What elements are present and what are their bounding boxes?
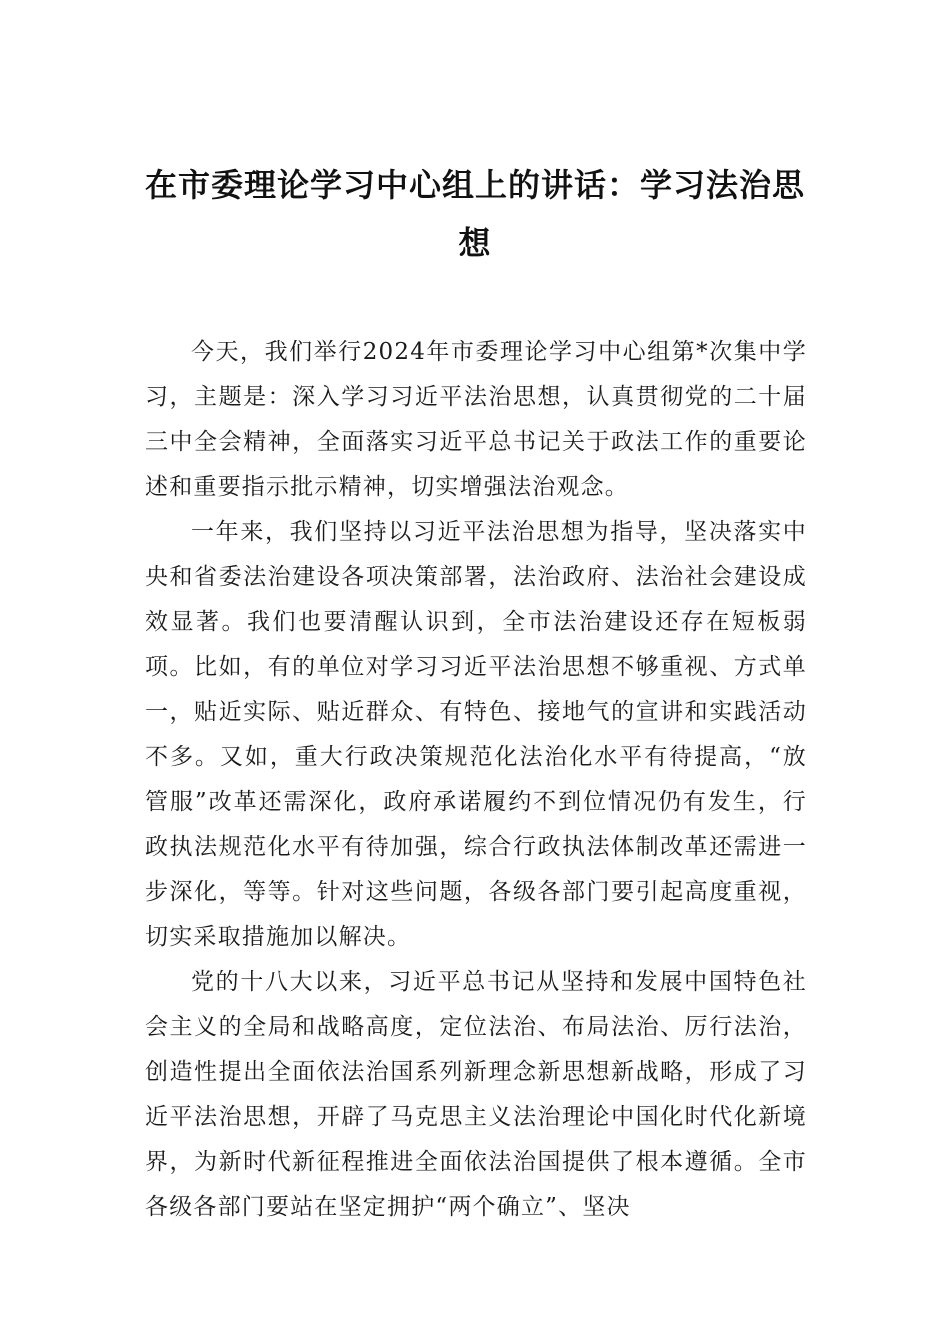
document-title: 在市委理论学习中心组上的讲话：学习法治思想 xyxy=(144,166,805,262)
paragraph-1: 今天，我们举行2024年市委理论学习中心组第*次集中学习，主题是：深入学习习近平法治思想，认真贯彻党的二十届三中全会精神，全面落实习近平总书记关于政法工作的重要论述和重要指示批示精神，切实增强法治观念。 xyxy=(145,339,807,500)
document-body xyxy=(145,330,807,1230)
paragraph-2: 一年来，我们坚持以习近平法治思想为指导，坚决落实中央和省委法治建设各项决策部署，法治政府、法治社会建设成效显著。我们也要清醒认识到，全市法治建设还存在短板弱项。比如，有的单位对学习习近平法治思想不够重视、方式单一，贴近实际、贴近群众、有特色、接地气的宣讲和实践活动不多。又如，重大行政决策规范化法治化水平有待提高，“放管服”改革还需深化，政府承诺履约不到位情况仍有发生，行政执法规范化水平有待加强，综合行政执法体制改革还需进一步深化，等等。针对这些问题，各级各部门要引起高度重视，切实采取措施加以解决。 xyxy=(145,519,807,950)
paragraph-3: 党的十八大以来，习近平总书记从坚持和发展中国特色社会主义的全局和战略高度，定位法治、布局法治、厉行法治，创造性提出全面依法治国系列新理念新思想新战略，形成了习近平法治思想，开辟了马克思主义法治理论中国化时代化新境界，为新时代新征程推进全面依法治国提供了根本遵循。全市各级各部门要站在坚定拥护“两个确立”、坚决 xyxy=(145,969,807,1220)
